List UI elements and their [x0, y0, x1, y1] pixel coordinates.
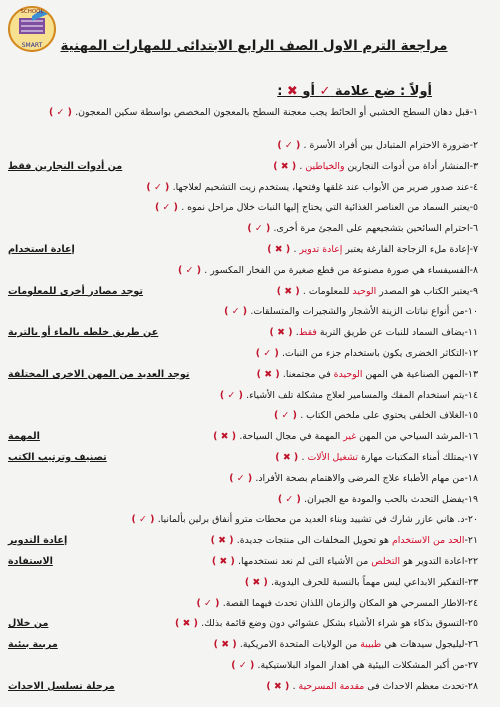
question-text	[212, 556, 478, 567]
question-post: .	[295, 327, 299, 339]
question-row	[8, 178, 478, 199]
correction-note: توجد العديد من المهن الاخرى المختلفة	[8, 368, 190, 380]
question-number: ١٢-	[464, 347, 478, 359]
question-text	[256, 348, 478, 359]
question-text	[278, 494, 478, 505]
question-post: في مجتمعنا.	[282, 368, 334, 380]
answer-mark: ( ✖ )	[210, 535, 237, 547]
question-row	[8, 573, 478, 594]
question-list	[8, 104, 478, 698]
question-number: ١٨-	[464, 472, 478, 484]
question-row	[8, 157, 478, 178]
question-text	[146, 182, 478, 193]
question-row	[8, 490, 478, 511]
answer-mark: ( ✓ )	[178, 264, 205, 276]
answer-mark: ( ✖ )	[269, 327, 296, 339]
answer-mark: ( ✓ )	[224, 306, 251, 318]
question-text	[267, 244, 478, 255]
section-or: أو	[302, 84, 315, 99]
answer-mark: ( ✓ )	[277, 493, 305, 505]
question-row	[8, 386, 478, 407]
question-row	[8, 344, 478, 365]
question-pre: يتم استخدام المفك والمسامير لعلاج مشكلة تلف الأشياء.	[246, 389, 465, 401]
highlighted-word: إعادة تدوير	[299, 243, 343, 255]
question-row	[8, 406, 478, 427]
question-text	[178, 265, 478, 276]
question-row	[8, 552, 478, 573]
answer-mark: ( ✓ )	[277, 140, 304, 151]
question-number: ٢٤-	[464, 597, 478, 609]
question-pre: الفسيفساء هي صورة مصنوعة من قطع صغيرة من الفخار المكسور .	[204, 264, 470, 276]
question-pre: إعادة ملء الزجاجة الفارغة يعتبر	[342, 243, 470, 255]
highlighted-word: الوحيد	[352, 285, 377, 297]
answer-mark: ( ✓ )	[219, 389, 247, 401]
question-text	[214, 639, 478, 650]
question-pre: الغلاف الخلفى يحتوي على ملخص الكتاب .	[300, 410, 465, 422]
question-text	[229, 473, 478, 484]
answer-mark: ( ✖ )	[174, 618, 202, 630]
question-number: ٢٥-	[464, 618, 478, 630]
correction-note: الاستفادة	[8, 555, 53, 567]
question-number: ٧-	[469, 243, 478, 255]
question-pre: عند صدور صرير من الأبواب عند غلقها وفتحها، يستخدم زيت التشحيم لعلاجها.	[172, 181, 470, 193]
correction-note: عن طريق خلطه بالماء أو بالتربة	[8, 327, 159, 339]
question-number: ٥-	[469, 202, 478, 214]
question-row	[8, 282, 478, 303]
highlighted-word: مقدمة المسرحية	[298, 680, 365, 692]
question-pre: الاطار المسرحي هو المكان والزمان اللذان تحدث فيهما القصة.	[222, 597, 465, 609]
question-text	[266, 681, 478, 692]
question-text	[231, 660, 478, 671]
question-number: ١٠-	[464, 306, 478, 318]
question-text	[49, 107, 478, 118]
question-number: ٢٢-	[464, 555, 478, 567]
correction-note: مرحلة تسلسل الاحداث	[8, 680, 115, 692]
question-text	[274, 410, 478, 421]
answer-mark: ( ✓ )	[146, 181, 173, 193]
check-mark-icon: ✓	[319, 84, 331, 99]
correction-note: إعادة استخدام	[8, 243, 75, 255]
question-number: ١٣-	[464, 368, 478, 380]
question-number: ٢٧-	[464, 659, 478, 671]
question-number: ٩-	[469, 285, 478, 297]
question-row	[8, 448, 478, 469]
question-row	[8, 365, 478, 386]
question-number: ١٥-	[464, 410, 478, 422]
question-text	[224, 306, 478, 317]
question-text	[277, 140, 478, 151]
question-number: ٣-	[469, 160, 478, 172]
correction-note: تصنيف وترتيب الكتب	[8, 451, 107, 463]
question-post: من الولايات المتحدة الامريكية.	[239, 639, 361, 651]
section-suffix: :	[277, 84, 283, 99]
question-text	[197, 598, 479, 609]
question-text	[247, 223, 478, 234]
answer-mark: ( ✓ )	[131, 514, 158, 526]
highlighted-word: والخياطين	[305, 160, 345, 172]
question-pre: د. هاني عازر شارك في تشييد وبناء العديد من محطات مترو أنفاق برلين بألمانيا.	[157, 514, 465, 526]
correction-note: من خلال	[8, 618, 49, 630]
question-row	[8, 635, 478, 656]
correction-note: توجد مصادر أخرى للمعلومات	[8, 285, 143, 297]
question-number: ١١-	[464, 327, 478, 339]
logo-top-text: SCHOOL	[20, 9, 44, 15]
question-number: ٢٨-	[464, 680, 478, 692]
question-pre: المنشار أداة من أدوات النجارين	[344, 160, 470, 172]
question-row	[8, 677, 478, 698]
question-text	[275, 452, 478, 463]
question-number: ٢-	[469, 140, 478, 151]
question-text	[131, 514, 478, 525]
cross-mark-icon: ✖	[286, 84, 298, 99]
answer-mark: ( ✖ )	[213, 431, 240, 443]
highlighted-word: التخلص	[371, 555, 401, 567]
question-pre: احترام السائحين بتشجيعهم على المجئ مرة أخرى.	[273, 223, 470, 235]
question-number: ٨-	[469, 264, 478, 276]
question-row	[8, 594, 478, 615]
question-row	[8, 104, 478, 136]
question-text	[277, 286, 478, 297]
answer-mark: ( ✖ )	[276, 285, 303, 297]
question-text	[175, 618, 478, 629]
question-number: ٢٦-	[464, 639, 478, 651]
highlighted-word: فقط	[298, 327, 317, 339]
answer-mark: ( ✓ )	[48, 107, 76, 118]
question-pre: يفضل التحدث بالحب والمودة مع الجيران.	[304, 493, 465, 505]
question-text	[273, 161, 478, 172]
question-pre: ليليجول سيدهات هي	[381, 639, 465, 651]
highlighted-word: طبيبة	[360, 639, 382, 651]
question-pre: المرشد السياحي من المهن	[356, 431, 465, 443]
question-row	[8, 469, 478, 490]
question-number: ١٦-	[464, 431, 478, 443]
answer-mark: ( ✖ )	[213, 639, 240, 651]
question-row	[8, 136, 478, 157]
question-post: من الأشياء التى لم نعد نستخدمها.	[238, 555, 372, 567]
question-pre: التكاثر الخضرى يكون باستخدام جزء من النبات.	[282, 347, 465, 359]
question-pre: ضرورة الاحترام المتبادل بين أفراد الأسرة .	[303, 140, 470, 151]
question-pre: يمتلك أمناء المكتبات مهارة	[357, 451, 465, 463]
highlighted-word: الحد من الاستخدام	[391, 535, 465, 547]
question-number: ٢٣-	[464, 576, 478, 588]
question-pre: اعادة التدوير هو	[400, 555, 465, 567]
question-row	[8, 261, 478, 282]
question-pre: تحدث معظم الاحداث فى	[364, 680, 465, 692]
answer-mark: ( ✖ )	[211, 555, 239, 567]
correction-note: إعادة التدوير	[8, 535, 68, 547]
question-text	[257, 369, 478, 380]
question-pre: التفكير الابداعي ليس مهماً بالنسبة للحرف اليدوية.	[271, 576, 465, 588]
question-pre: يضاف السماد للنبات عن طريق التربة	[316, 327, 465, 339]
question-post: المهمة في مجال السياحة.	[239, 431, 344, 443]
question-number: ٢٠-	[464, 514, 478, 526]
highlighted-word: تشغيل الألات	[307, 451, 358, 463]
answer-mark: ( ✖ )	[273, 160, 300, 172]
question-pre: من أكبر المشكلات البيئية هي اهدار المواد البلاستيكية.	[257, 659, 465, 671]
answer-mark: ( ✓ )	[273, 410, 301, 422]
question-pre: من أنواع نباتات الزينة الأشجار والشجيرات والمتسلقات.	[250, 306, 465, 318]
question-row	[8, 323, 478, 344]
question-row	[8, 302, 478, 323]
section-prefix: أولاً : ضع علامة	[334, 84, 432, 99]
question-row	[8, 240, 478, 261]
question-number: ١٩-	[464, 493, 478, 505]
question-row	[8, 656, 478, 677]
question-row	[8, 427, 478, 448]
question-pre: المهن الصناعية هي المهن	[362, 368, 465, 380]
question-number: ١٤-	[464, 389, 478, 401]
question-text	[213, 431, 478, 442]
answer-mark: ( ✓ )	[255, 347, 283, 359]
highlighted-word: الوحيدة	[333, 368, 363, 380]
answer-mark: ( ✓ )	[231, 659, 258, 671]
question-row	[8, 198, 478, 219]
question-pre: يعتبر السماد من العناصر الغذائية التي يحتاج إليها النبات خلال مراحل نموه .	[181, 202, 470, 214]
question-post: للمعلومات .	[302, 285, 353, 297]
question-post: .	[293, 243, 300, 255]
question-pre: قبل دهان السطح الخشبي أو الحائط يجب معجنة السطح بالمعجون المخصص بواسطة سكين المعجون.	[75, 107, 470, 118]
section-heading	[277, 84, 432, 99]
question-post: هو تحويل المخلفات الى منتجات جديدة.	[236, 535, 392, 547]
correction-note: مربية بيئية	[8, 639, 58, 651]
answer-mark: ( ✖ )	[275, 451, 302, 463]
question-pre: من مهام الأطباء علاج المرضى والاهتمام بصحة الأفراد.	[255, 472, 465, 484]
logo-bottom-text: SMART	[21, 42, 43, 49]
question-text	[270, 327, 478, 338]
question-text	[220, 390, 478, 401]
highlighted-word: غير	[343, 431, 357, 443]
answer-mark: ( ✖ )	[244, 576, 272, 588]
question-post: .	[292, 680, 299, 692]
question-number: ٤-	[469, 181, 478, 193]
answer-mark: ( ✓ )	[247, 223, 274, 235]
question-text	[245, 577, 478, 588]
question-text	[211, 535, 478, 546]
answer-mark: ( ✖ )	[266, 680, 293, 692]
answer-mark: ( ✓ )	[154, 202, 182, 214]
question-number: ١٧-	[464, 451, 478, 463]
answer-mark: ( ✖ )	[256, 368, 283, 380]
page-title: مراجعة الترم الاول الصف الرابع الابتدائى للمهارات المهنية	[60, 38, 448, 54]
question-number: ١-	[469, 107, 478, 118]
correction-note: من أدوات النجارين فقط	[8, 160, 123, 172]
correction-note: المهمة	[8, 431, 40, 443]
question-row	[8, 219, 478, 240]
question-row	[8, 510, 478, 531]
answer-mark: ( ✓ )	[196, 597, 223, 609]
question-post: .	[301, 451, 308, 463]
question-text	[155, 202, 478, 213]
question-row	[8, 531, 478, 552]
question-pre: التسوق بذكاء هو شراء الأشياء بشكل عشوائي دون وضع قائمة بذلك.	[201, 618, 465, 630]
answer-mark: ( ✖ )	[267, 243, 294, 255]
question-row	[8, 614, 478, 635]
question-number: ٦-	[469, 223, 478, 235]
answer-mark: ( ✓ )	[229, 472, 256, 484]
question-post: .	[299, 160, 306, 172]
question-number: ٢١-	[464, 535, 478, 547]
question-pre: يعتبر الكتاب هو المصدر	[376, 285, 470, 297]
